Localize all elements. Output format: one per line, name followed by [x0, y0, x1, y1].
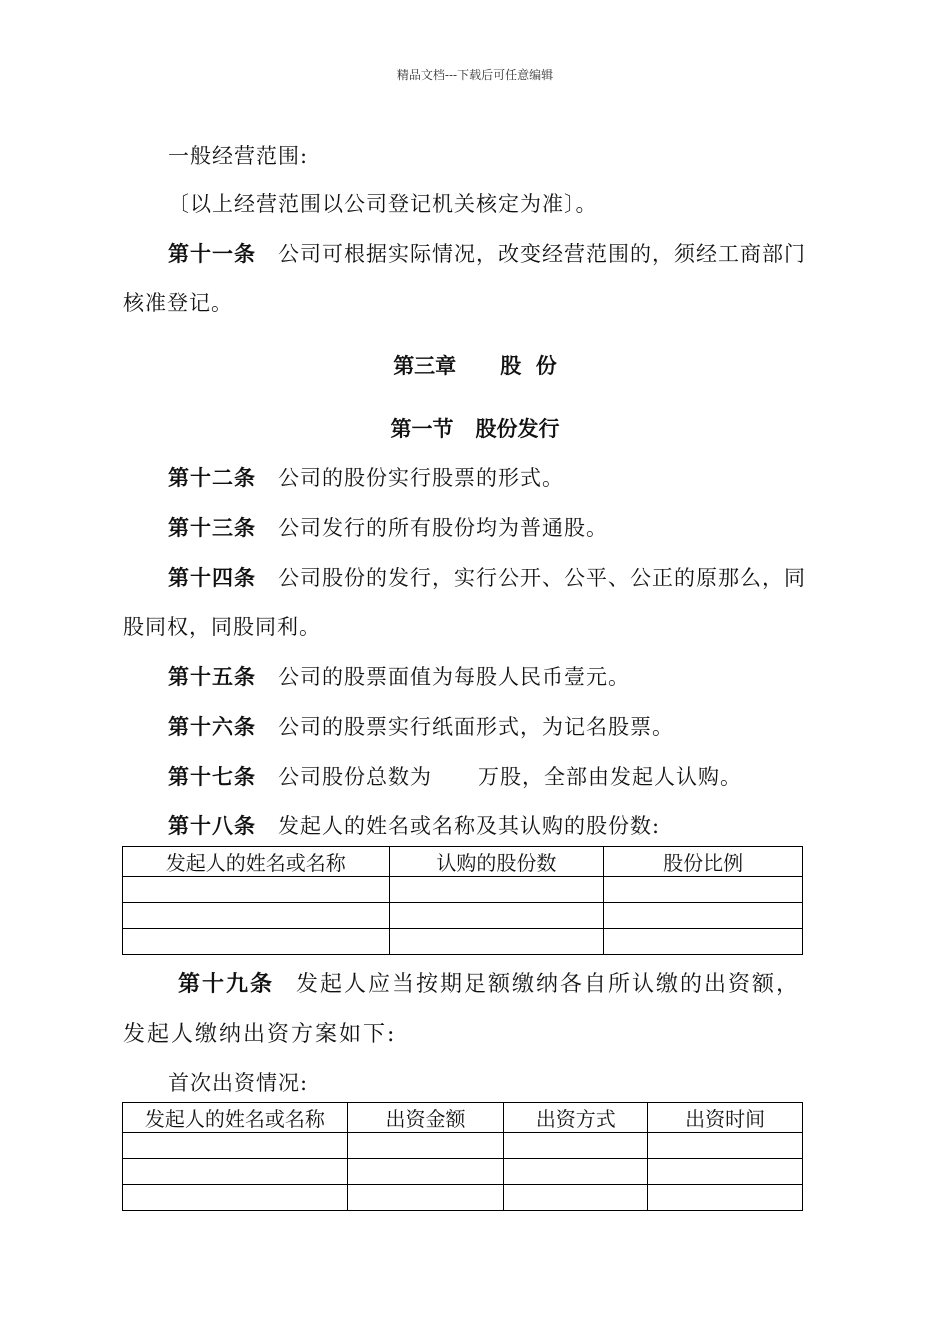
table-cell[interactable] — [604, 903, 803, 929]
article-19 — [178, 967, 800, 998]
article-13 — [168, 512, 608, 542]
table-row — [123, 1185, 803, 1211]
table-cell[interactable] — [504, 1159, 648, 1185]
article-19-continuation: 发起人缴纳出资方案如下: — [123, 1022, 397, 1047]
article-16-number: 第十六条 — [168, 715, 256, 739]
article-13-text: 公司发行的所有股份均为普通股。 — [278, 516, 608, 540]
page-header-note: 精品文档---下载后可任意编辑 — [396, 68, 554, 82]
article-18-number: 第十八条 — [168, 814, 256, 838]
chapter-name: 股 份 — [500, 354, 557, 378]
table-header-cell: 出资金额 — [347, 1103, 504, 1133]
article-11 — [168, 238, 806, 268]
table-cell[interactable] — [347, 1159, 504, 1185]
article-14 — [168, 562, 806, 592]
article-11-text: 公司可根据实际情况，改变经营范围的，须经工商部门 — [278, 242, 806, 266]
article-15 — [168, 661, 630, 691]
article-12-text: 公司的股份实行股票的形式。 — [278, 466, 564, 490]
table-row — [123, 929, 803, 955]
table-header-cell: 认购的股份数 — [389, 847, 604, 877]
table-cell[interactable] — [347, 1185, 504, 1211]
table-cell[interactable] — [123, 903, 390, 929]
article-16 — [168, 711, 674, 741]
table-cell[interactable] — [604, 877, 803, 903]
article-18-text: 发起人的姓名或名称及其认购的股份数: — [278, 814, 661, 838]
table-cell[interactable] — [648, 1133, 803, 1159]
table-row — [123, 1159, 803, 1185]
scope-note: 〔以上经营范围以公司登记机关核定为准〕。 — [168, 192, 598, 216]
table-cell[interactable] — [504, 1185, 648, 1211]
table-header-row — [123, 1103, 803, 1133]
table-cell[interactable] — [347, 1133, 504, 1159]
contribution-table — [122, 1102, 803, 1211]
table-header-cell: 股份比例 — [604, 847, 803, 877]
section-heading: 第一节 股份发行 — [390, 417, 560, 441]
table-header-row — [123, 847, 803, 877]
table-cell[interactable] — [123, 1185, 348, 1211]
table-row — [123, 1133, 803, 1159]
table-cell[interactable] — [123, 877, 390, 903]
table-cell[interactable] — [648, 1185, 803, 1211]
table-cell[interactable] — [123, 1159, 348, 1185]
article-19-number: 第十九条 — [178, 972, 275, 997]
article-12-number: 第十二条 — [168, 466, 256, 490]
article-14-continuation: 股同权，同股同利。 — [123, 615, 321, 639]
table-header-cell: 出资时间 — [648, 1103, 803, 1133]
table-cell[interactable] — [648, 1159, 803, 1185]
table-cell[interactable] — [123, 1133, 348, 1159]
article-12 — [168, 462, 564, 492]
table-cell[interactable] — [389, 903, 604, 929]
article-15-text: 公司的股票面值为每股人民币壹元。 — [278, 665, 630, 689]
article-18 — [168, 810, 660, 840]
article-14-number: 第十四条 — [168, 566, 256, 590]
subscription-table — [122, 846, 803, 955]
first-contribution-label: 首次出资情况: — [168, 1071, 309, 1095]
article-11-continuation: 核准登记。 — [123, 291, 233, 315]
table-cell[interactable] — [389, 877, 604, 903]
table-header-cell: 出资方式 — [504, 1103, 648, 1133]
chapter-heading — [0, 350, 950, 380]
table-header-cell: 发起人的姓名或名称 — [123, 847, 390, 877]
table-row — [123, 877, 803, 903]
table-cell[interactable] — [604, 929, 803, 955]
article-16-text: 公司的股票实行纸面形式，为记名股票。 — [278, 715, 674, 739]
article-13-number: 第十三条 — [168, 516, 256, 540]
table-cell[interactable] — [123, 929, 390, 955]
article-11-number: 第十一条 — [168, 242, 256, 266]
scope-title: 一般经营范围: — [168, 144, 309, 168]
table-cell[interactable] — [389, 929, 604, 955]
table-cell[interactable] — [504, 1133, 648, 1159]
article-17-text: 公司股份总数为 万股，全部由发起人认购。 — [278, 765, 743, 789]
table-row — [123, 903, 803, 929]
article-14-text: 公司股份的发行，实行公开、公平、公正的原那么，同 — [278, 566, 806, 590]
table-header-cell: 发起人的姓名或名称 — [123, 1103, 348, 1133]
article-19-text: 发起人应当按期足额缴纳各自所认缴的出资额， — [296, 972, 801, 997]
chapter-number: 第三章 — [393, 354, 457, 378]
article-17-number: 第十七条 — [168, 765, 256, 789]
article-15-number: 第十五条 — [168, 665, 256, 689]
article-17 — [168, 761, 742, 791]
